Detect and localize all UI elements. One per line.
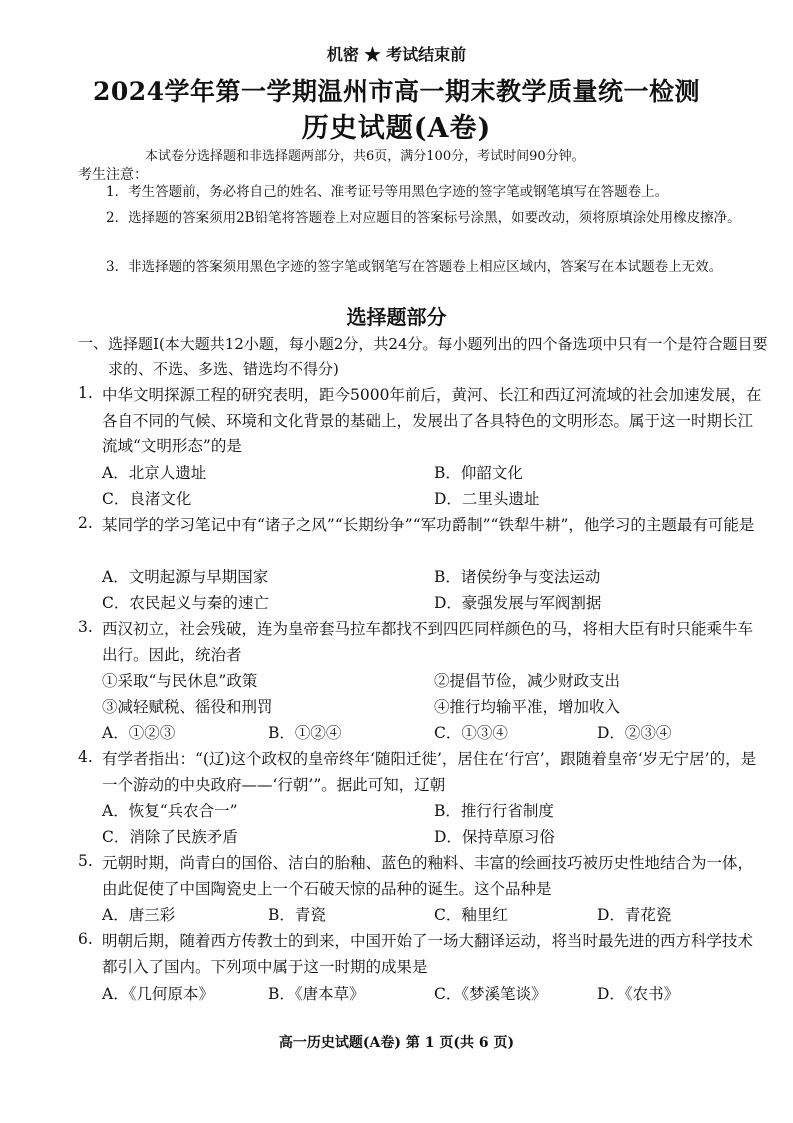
notice-heading: 考生注意： [78,167,148,183]
question-4-option-d: D．保持草原习俗 [434,828,555,846]
notice-item-1: 1．考生答题前，务必将自己的姓名、准考证号等用黑色字迹的签字笔或钢笔填写在答题卷上。 [106,184,669,200]
question-5-number: 5. [78,852,93,870]
question-3-option-b: B．①②④ [268,724,342,742]
question-3-option-a: A．①②③ [102,724,176,742]
question-5-option-d: D．青花瓷 [597,906,672,924]
notice-item-3: 3．非选择题的答案须用黑色字迹的签字笔或钢笔写在答题卷上相应区域内，答案写在本试题卷上无效。 [106,259,723,275]
notice-item-2: 2．选择题的答案须用2B铅笔将答题卷上对应题目的答案标号涂黑，如要改动，须将原填涂处用橡皮擦净。 [106,210,741,226]
question-2-number: 2. [78,514,93,532]
subject-title: 历史试题(A卷) [301,113,492,144]
part-instruction: 选择题Ⅰ(本大题共12小题，每小题2分，共24分。每小题列出的四个备选项中只有一个是符合题目要求的、不选、多选、错选均不得分) [108,335,768,378]
section-title: 选择题部分 [346,305,447,329]
question-3-option-c: C．①③④ [434,724,508,742]
question-1-option-a: A．北京人遗址 [102,464,207,482]
question-2-option-a: A．文明起源与早期国家 [102,568,269,586]
question-6-number: 6. [78,930,93,948]
question-4-stem: 有学者指出：“(辽)这个政权的皇帝终年‘随阳迁徙’，居住在‘行宫’，跟随着皇帝‘岁无宁居’的，是一个游动的中央政府——‘行朝’”。据此可知，辽朝 [102,750,757,794]
question-6-option-b: B．《唐本草》 [268,985,365,1003]
question-5-option-a: A．唐三彩 [102,906,176,924]
question-5-stem: 元朝时期，尚青白的国俗、洁白的胎釉、蓝色的釉料、丰富的绘画技巧被历史性地结合为一体，由此促使了中国陶瓷史上一个石破天惊的品种的诞生。这个品种是 [102,854,754,898]
question-1-option-c: C．良渚文化 [102,490,192,508]
question-6-stem: 明朝后期，随着西方传教士的到来，中国开始了一场大翻译运动，将当时最先进的西方科学技术都引入了国内。下列项中属于这一时期的成果是 [102,932,754,976]
question-4-option-a: A．恢复“兵农合一” [102,802,238,820]
question-2-option-b: B．诸侯纷争与变法运动 [434,568,601,586]
question-3-number: 3. [78,618,93,636]
question-3-item-1: ①采取“与民休息”政策 [102,672,258,690]
question-4-option-b: B．推行行省制度 [434,802,554,820]
question-1-stem: 中华文明探源工程的研究表明，距今5000年前后，黄河、长江和西辽河流域的社会加速发展，在各自不同的气候、环境和文化背景的基础上，发展出了各具特色的文明形态。属于这一时期长江流域“文明形态”的是 [102,386,762,456]
page-footer: 高一历史试题(A卷) 第 1 页(共 6 页) [278,1035,515,1051]
question-6-option-c: C．《梦溪笔谈》 [434,985,547,1003]
question-2-option-c: C．农民起义与秦的速亡 [102,594,269,612]
question-5-option-b: B．青瓷 [268,906,326,924]
question-6-option-a: A．《几何原本》 [102,985,214,1003]
confidential-label: 机密 ★ 考试结束前 [326,45,467,64]
exam-title: 2024学年第一学期温州市高一期末教学质量统一检测 [92,77,701,106]
part-number: 一、 [78,334,109,352]
question-1-option-d: D．二里头遗址 [434,490,540,508]
question-1-option-b: B．仰韶文化 [434,464,523,482]
question-2-stem: 某同学的学习笔记中有“诸子之风”“长期纷争”“军功爵制”“铁犁牛耕”，他学习的主题最有可能是 [102,516,755,534]
question-6-option-d: D．《农书》 [597,985,680,1003]
question-3-item-2: ②提倡节俭，减少财政支出 [434,672,621,690]
question-3-item-4: ④推行均输平准，增加收入 [434,698,621,716]
question-1-number: 1. [78,384,93,402]
question-3-stem: 西汉初立，社会残破，连为皇帝套马拉车都找不到四匹同样颜色的马，将相大臣有时只能乘牛车出行。因此，统治者 [102,620,754,664]
exam-intro: 本试卷分选择题和非选择题两部分，共6页，满分100分，考试时间90分钟。 [145,149,585,164]
question-4-option-c: C．消除了民族矛盾 [102,828,238,846]
question-2-option-d: D．豪强发展与军阀割据 [434,594,602,612]
question-5-option-c: C．釉里红 [434,906,508,924]
question-3-option-d: D．②③④ [597,724,672,742]
question-3-item-3: ③减轻赋税、徭役和刑罚 [102,698,273,716]
question-4-number: 4. [78,748,93,766]
